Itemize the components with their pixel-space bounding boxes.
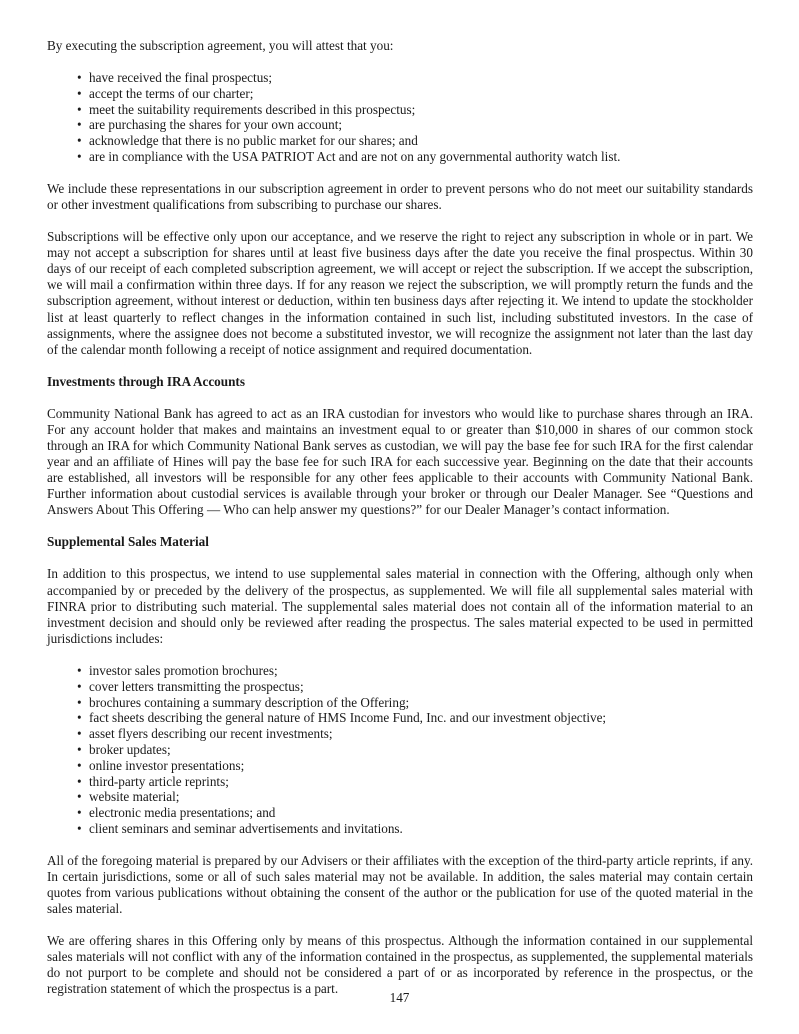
list-item: • investor sales promotion brochures; <box>77 662 278 678</box>
bullet-icon: • <box>77 117 82 133</box>
intro-paragraph: By executing the subscription agreement, you will attest that you: <box>47 38 394 53</box>
list-item: • client seminars and seminar advertisements and invitations. <box>77 820 403 836</box>
bullet-icon: • <box>77 133 82 149</box>
list-item: • brochures containing a summary description of the Offering; <box>77 694 410 710</box>
list-item: • meet the suitability requirements described in this prospectus; <box>77 101 416 117</box>
page-number: 147 <box>389 990 410 1005</box>
list-item: • website material; <box>77 789 180 805</box>
list-item: • cover letters transmitting the prospectus; <box>77 678 304 694</box>
list-item: • broker updates; <box>77 741 171 757</box>
list-item: • have received the final prospectus; <box>77 70 273 86</box>
list-item: • electronic media presentations; and <box>77 805 276 821</box>
bullet-icon: • <box>77 710 82 726</box>
list-item: • third-party article reprints; <box>77 773 229 789</box>
subscriptions-paragraph: Subscriptions will be effective only upon our acceptance, and we reserve the right to reject any subscription in whole or in part. We may not accept a subscription for shares until at least five business days after the date you receive the final prospectus. Within 30 days of our receipt of each completed subscription agreement, we will accept or reject the subscription. If we accept the subscription, we will mail a confirmation within three days. If for any reason we reject the subscription, we will promptly return the funds and the subscription agreement, without interest or deduction, within ten business days after rejecting it. We intend to update the stockholder list at least quarterly to reflect changes in the information contained in such list, including substituted investors. In the case of assignments, where the assignee does not become a substituted investor, we will recognize the assignment not later than the last day of the calendar month following a receipt of notice assignment and required documentation. <box>47 229 753 357</box>
bullet-icon: • <box>77 726 82 742</box>
ira-paragraph: Community National Bank has agreed to act as an IRA custodian for investors who would like to purchase shares through an IRA. For any account holder that makes and maintains an investment equal to or greater than $10,000 in shares of our common stock through an IRA for which Community National Bank serves as custodian, we will pay the base fee for such IRA for the first calendar year and an affiliate of Hines will pay the base fee for such IRA for each successive year. Beginning on the date that their accounts are established, all investors will be responsible for any other fees applicable to their accounts with Community National Bank. Further information about custodial services is available through your broker or through our Dealer Manager. See “Questions and Answers About This Offering — Who can help answer my questions?” for our Dealer Manager’s contact information. <box>47 405 753 518</box>
bullet-icon: • <box>77 694 82 710</box>
bullet-icon: • <box>77 805 82 821</box>
list-item: • accept the terms of our charter; <box>77 85 254 101</box>
list-item: • online investor presentations; <box>77 757 245 773</box>
supplemental-paragraph: In addition to this prospectus, we intend to use supplemental sales material in connection with the Offering, although only when accompanied by or preceded by the delivery of the prospectus, as supplemented. We will file all supplemental sales material with FINRA prior to distributing such material. The supplemental sales material does not contain all of the information material to an investment decision and should only be reviewed after reading the prospectus. The sales material expected to be used in permitted jurisdictions includes: <box>47 566 753 646</box>
bullet-icon: • <box>77 149 82 165</box>
offering-paragraph: We are offering shares in this Offering only by means of this prospectus. Although the information contained in our supplemental sales materials will not conflict with any of the information contained in the prospectus, as supplemented, the supplemental materials do not purport to be complete and should not be considered a part of or as incorporated by reference in the prospectus, or the registration statement of which the prospectus is a part. <box>47 933 753 997</box>
sales-material-list <box>47 663 753 837</box>
list-item: • acknowledge that there is no public market for our shares; and <box>77 133 418 149</box>
list-item: • are in compliance with the USA PATRIOT Act and are not on any governmental authority watch list. <box>77 149 621 165</box>
bullet-icon: • <box>77 85 82 101</box>
list-item: • are purchasing the shares for your own account; <box>77 117 343 133</box>
bullet-icon: • <box>77 820 82 836</box>
attestation-list <box>47 70 753 165</box>
bullet-icon: • <box>77 101 82 117</box>
foregoing-material-paragraph: All of the foregoing material is prepared by our Advisers or their affiliates with the exception of the third-party article reprints, if any. In certain jurisdictions, some or all of such sales material may not be available. In addition, the sales material may contain certain quotes from various publications without obtaining the consent of the author or the publication for use of the quoted material in the sales material. <box>47 852 753 916</box>
bullet-icon: • <box>77 662 82 678</box>
document-page <box>47 38 753 1013</box>
list-item: • fact sheets describing the general nature of HMS Income Fund, Inc. and our investment objective; <box>77 710 607 726</box>
representations-paragraph: We include these representations in our subscription agreement in order to prevent persons who do not meet our suitability standards or other investment qualifications from subscribing to purchase our shares. <box>47 180 753 212</box>
bullet-icon: • <box>77 757 82 773</box>
list-item: • asset flyers describing our recent investments; <box>77 726 333 742</box>
bullet-icon: • <box>77 741 82 757</box>
section-heading-ira: Investments through IRA Accounts <box>47 373 245 389</box>
section-heading-supplemental: Supplemental Sales Material <box>47 534 209 550</box>
bullet-icon: • <box>77 678 82 694</box>
bullet-icon: • <box>77 789 82 805</box>
bullet-icon: • <box>77 773 82 789</box>
bullet-icon: • <box>77 70 82 86</box>
